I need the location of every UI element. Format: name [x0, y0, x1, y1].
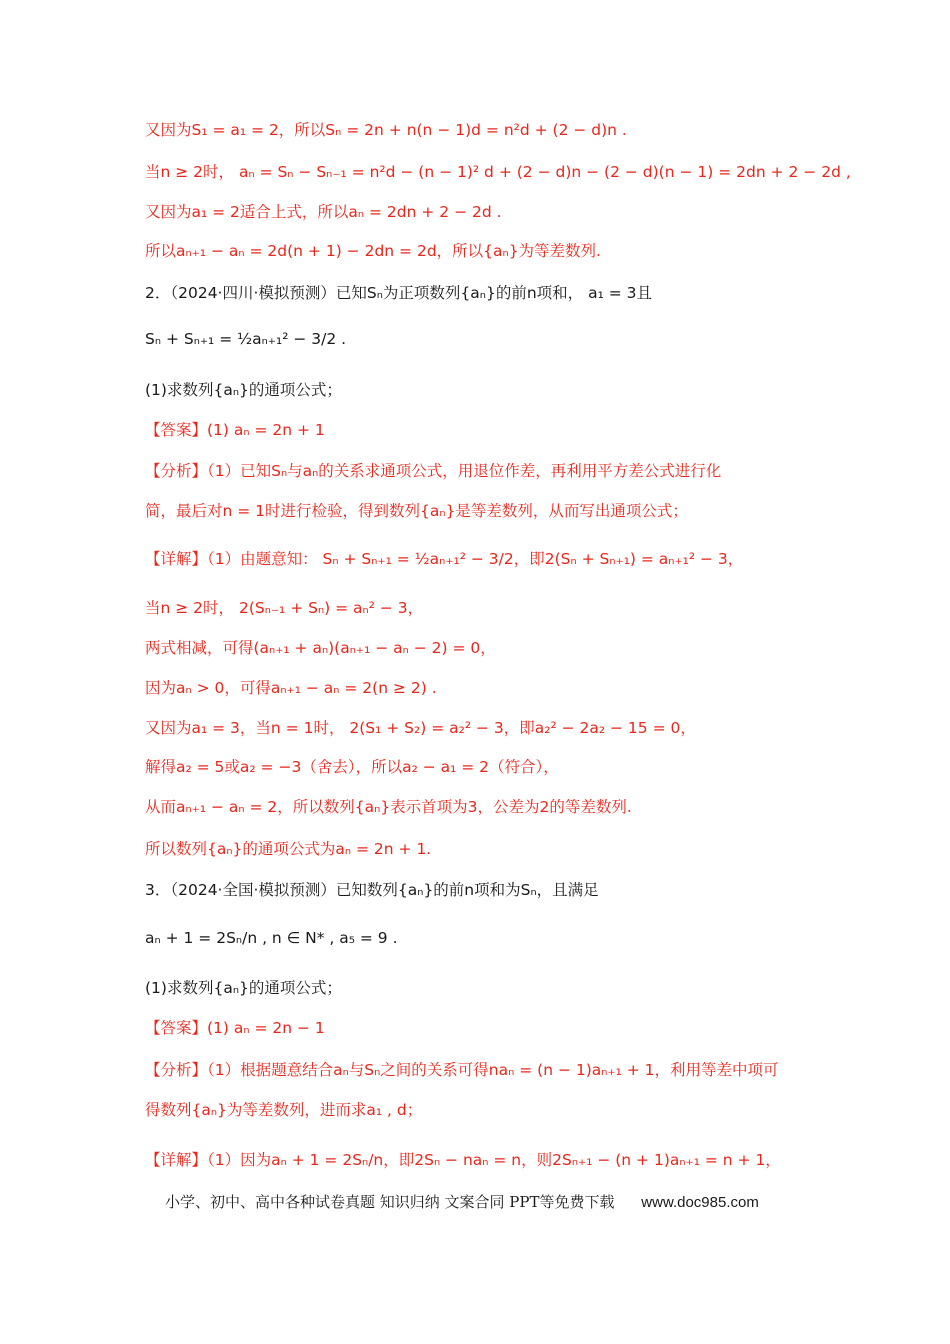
answer-line: 【答案】(1) aₙ = 2n + 1: [145, 421, 325, 439]
text-line: 解得a₂ = 5或a₂ = −3（舍去），所以a₂ − a₁ = 2（符合），: [145, 758, 559, 776]
text-line: 因为aₙ > 0，可得aₙ₊₁ − aₙ = 2(n ≥ 2) .: [145, 679, 437, 697]
analysis-line: 简，最后对n = 1时进行检验，得到数列{aₙ}是等差数列，从而写出通项公式；: [145, 502, 688, 520]
page-footer: [165, 1191, 759, 1212]
sub-question: (1)求数列{aₙ}的通项公式；: [145, 979, 342, 997]
formula-line: aₙ + 1 = 2Sₙ/n , n ∈ N* , a₅ = 9 .: [145, 929, 398, 947]
question-heading: 3．（2024·全国·模拟预测）已知数列{aₙ}的前n项和为Sₙ，且满足: [145, 881, 599, 899]
text-line: 又因为S₁ = a₁ = 2，所以Sₙ = 2n + n(n − 1)d = n²d + (2 − d)n .: [145, 121, 627, 139]
text-line: 所以数列{aₙ}的通项公式为aₙ = 2n + 1.: [145, 840, 432, 858]
formula-line: Sₙ + Sₙ₊₁ = ½aₙ₊₁² − 3/2 .: [145, 330, 347, 348]
text-line: 两式相减，可得(aₙ₊₁ + aₙ)(aₙ₊₁ − aₙ − 2) = 0，: [145, 639, 496, 657]
text-line: 从而aₙ₊₁ − aₙ = 2，所以数列{aₙ}表示首项为3，公差为2的等差数列.: [145, 798, 632, 816]
analysis-line: 【分析】（1）已知Sₙ与aₙ的关系求通项公式，用退位作差，再利用平方差公式进行化: [145, 462, 722, 480]
sub-question: (1)求数列{aₙ}的通项公式；: [145, 381, 342, 399]
footer-text: 小学、初中、高中各种试卷真题 知识归纳 文案合同 PPT等免费下载: [165, 1193, 615, 1211]
text-line: 又因为a₁ = 2适合上式，所以aₙ = 2dn + 2 − 2d .: [145, 203, 502, 221]
detail-line: 【详解】（1）由题意知： Sₙ + Sₙ₊₁ = ½aₙ₊₁² − 3/2，即2(Sₙ + Sₙ₊₁) = aₙ₊₁² − 3，: [145, 550, 744, 568]
text-line: 又因为a₁ = 3，当n = 1时， 2(S₁ + S₂) = a₂² − 3，即a₂² − 2a₂ − 15 = 0，: [145, 719, 696, 737]
text-line: 当n ≥ 2时， 2(Sₙ₋₁ + Sₙ) = aₙ² − 3，: [145, 599, 424, 617]
question-heading: 2．（2024·四川·模拟预测）已知Sₙ为正项数列{aₙ}的前n项和， a₁ = 3且: [145, 284, 652, 302]
analysis-line: 得数列{aₙ}为等差数列，进而求a₁ , d；: [145, 1101, 423, 1119]
answer-line: 【答案】(1) aₙ = 2n − 1: [145, 1019, 325, 1037]
detail-line: 【详解】（1）因为aₙ + 1 = 2Sₙ/n，即2Sₙ − naₙ = n，则2Sₙ₊₁ − (n + 1)aₙ₊₁ = n + 1，: [145, 1151, 781, 1169]
text-line: 所以aₙ₊₁ − aₙ = 2d(n + 1) − 2dn = 2d，所以{aₙ}为等差数列.: [145, 242, 601, 260]
analysis-line: 【分析】（1）根据题意结合aₙ与Sₙ之间的关系可得naₙ = (n − 1)aₙ₊₁ + 1，利用等差中项可: [145, 1061, 779, 1079]
text-line: 当n ≥ 2时， aₙ = Sₙ − Sₙ₋₁ = n²d − (n − 1)² d + (2 − d)n − (2 − d)(n − 1) = 2dn + 2 − 2d ,: [145, 163, 851, 181]
footer-url: www.doc985.com: [641, 1194, 759, 1211]
